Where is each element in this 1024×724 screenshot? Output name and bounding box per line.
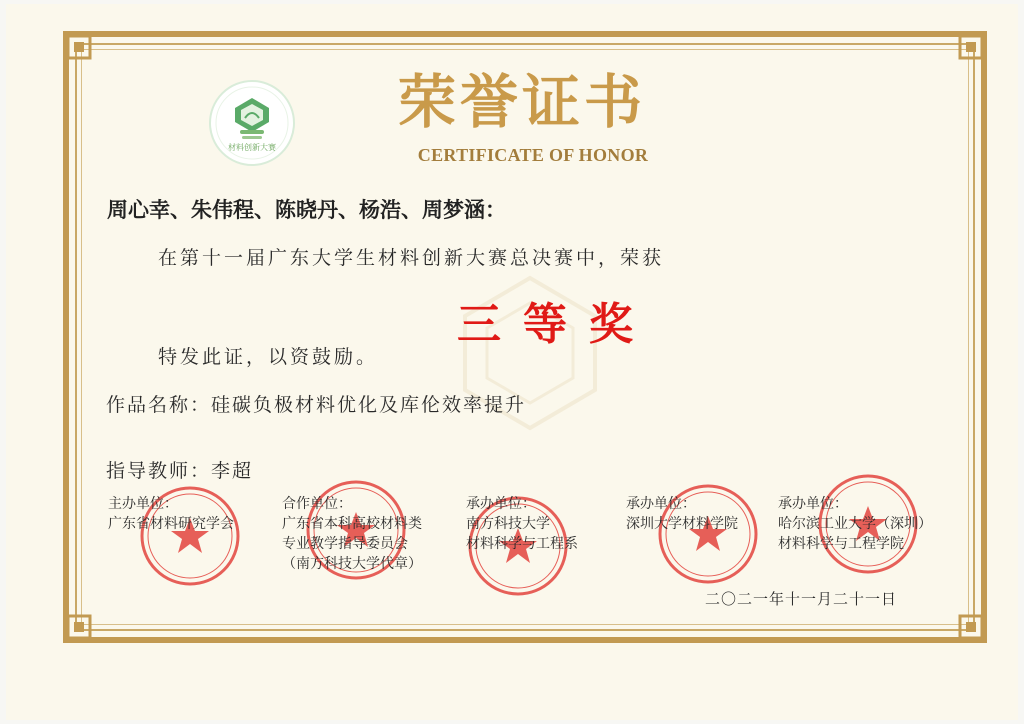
- organizer-role: 承办单位：: [626, 496, 696, 512]
- organizer-line: 广东省本科高校材料类: [282, 516, 422, 532]
- competition-logo-icon: [207, 78, 297, 168]
- corner-ornament-icon: [958, 614, 984, 640]
- organizer-block: [626, 494, 738, 534]
- organizer-line: 哈尔滨工业大学（深圳）: [778, 516, 932, 532]
- corner-ornament-icon: [958, 34, 984, 60]
- advisor-name: 指导教师：李超: [106, 460, 254, 482]
- organizer-block: [282, 494, 422, 574]
- organizer-line: 材料科学与工程系: [466, 536, 578, 552]
- prize-level: 三等奖: [457, 299, 655, 350]
- work-title: 作品名称：硅碳负极材料优化及库伦效率提升: [106, 394, 527, 416]
- organizer-line: 南方科技大学: [466, 516, 550, 532]
- organizer-line: 材料科学与工程学院: [778, 536, 904, 552]
- organizer-block: [466, 494, 578, 554]
- corner-ornament-icon: [66, 34, 92, 60]
- organizer-line: 专业教学指导委员会: [282, 536, 408, 552]
- organizer-role: 主办单位：: [108, 496, 178, 512]
- certificate-subtitle: CERTIFICATE OF HONOR: [417, 145, 649, 165]
- encouragement-text: 特发此证，以资鼓励。: [158, 346, 379, 368]
- corner-ornament-icon: [66, 614, 92, 640]
- award-statement: 在第十一届广东大学生材料创新大赛总决赛中，荣获: [158, 247, 665, 269]
- organizer-role: 承办单位：: [466, 496, 536, 512]
- svg-text:材料创新大赛: 材料创新大赛: [228, 143, 276, 152]
- organizer-role: 合作单位：: [282, 496, 352, 512]
- recipient-names: 周心幸、朱伟程、陈晓丹、杨浩、周梦涵：: [107, 198, 506, 222]
- organizer-block: [108, 494, 234, 534]
- organizer-role: 承办单位：: [778, 496, 848, 512]
- organizer-line: 深圳大学材料学院: [626, 516, 738, 532]
- issue-date: 二〇二一年十一月二十一日: [705, 590, 898, 608]
- organizer-line: 广东省材料研究学会: [108, 516, 234, 532]
- organizer-line: （南方科技大学代章）: [282, 556, 422, 572]
- organizer-block: [778, 494, 932, 554]
- certificate-title: 荣誉证书: [398, 68, 647, 136]
